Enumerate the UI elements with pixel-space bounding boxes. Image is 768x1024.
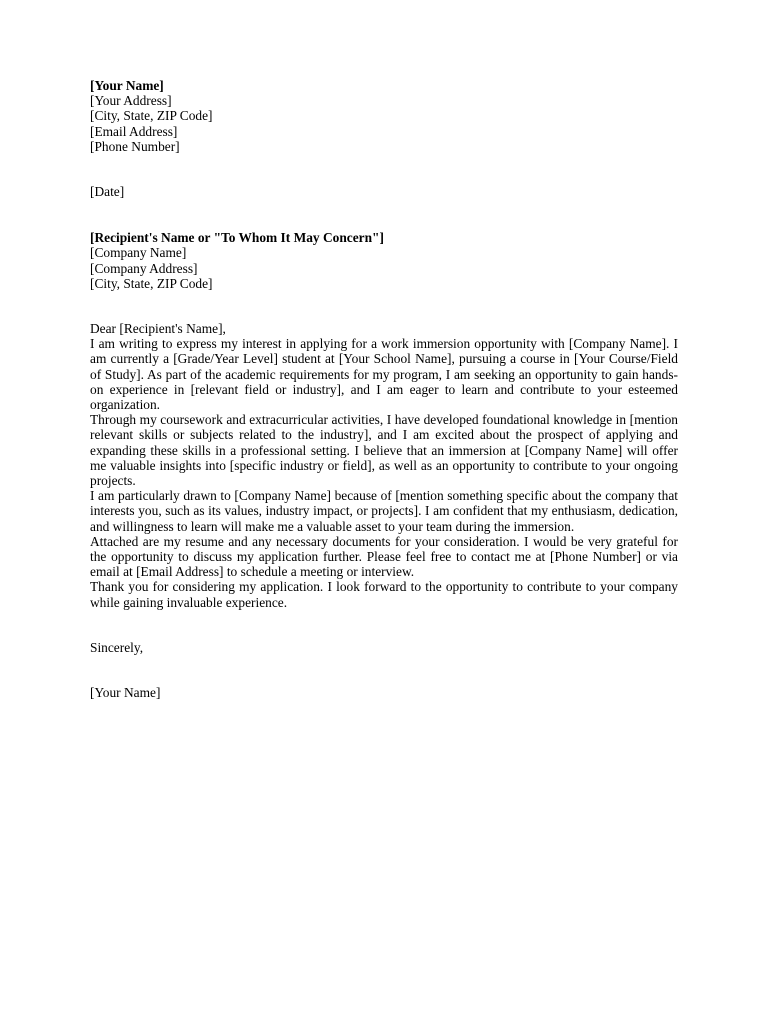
- salutation-block: [90, 321, 678, 336]
- sender-block: [90, 78, 678, 154]
- body-paragraph-intro: I am writing to express my interest in applying for a work immersion opportunity with [Company Name]. I am currently a [Grade/Year Level] student at [Your School Name], pursuing a course in [Your Course/Field of Study]. As part of the academic requirements for my program, I am seeking an opportunity to gain hands-on experience in [relevant field or industry], and I am eager to learn and contribute to your esteemed organization.: [90, 336, 678, 413]
- letter-page: [90, 78, 678, 700]
- signature-name: [Your Name]: [90, 685, 161, 701]
- body-paragraph-attachments: Attached are my resume and any necessary documents for your consideration. I would be very grateful for the opportunity to discuss my application further. Please feel free to contact me at [Phone Number] or via email at [Email Address] to schedule a meeting or interview.: [90, 533, 678, 580]
- recipient-company-address: [Company Address]: [90, 260, 198, 276]
- sender-address: [Your Address]: [90, 93, 172, 109]
- sender-phone: [Phone Number]: [90, 138, 180, 154]
- recipient-name: [Recipient's Name or "To Whom It May Concern"]: [90, 230, 384, 246]
- recipient-block: [90, 230, 678, 291]
- salutation: Dear [Recipient's Name],: [90, 321, 226, 337]
- sender-city-state-zip: [City, State, ZIP Code]: [90, 108, 213, 124]
- recipient-company: [Company Name]: [90, 245, 187, 261]
- recipient-city-state-zip: [City, State, ZIP Code]: [90, 275, 213, 291]
- body-paragraph-interest: I am particularly drawn to [Company Name] because of [mention something specific about the company that interests you, such as its values, industry impact, or projects]. I am confident that my enthusiasm, dedication, and willingness to learn will make me a valuable asset to your team during the immersion.: [90, 488, 678, 534]
- date-block: [90, 184, 678, 199]
- body-paragraph-thanks: Thank you for considering my application. I look forward to the opportunity to contribute to your company while gaining invaluable experience.: [90, 579, 678, 610]
- signature-block: [90, 685, 678, 700]
- sender-name: [Your Name]: [90, 78, 164, 93]
- sender-email: [Email Address]: [90, 123, 178, 139]
- body-paragraph-skills: Through my coursework and extracurricular activities, I have developed foundational knowledge in [mention relevant skills or subjects related to the industry], and I am excited about the prospect of applying and expanding these skills in a professional setting. I believe that an immersion at [Company Name] will offer me valuable insights into [specific industry or field], as well as an opportunity to contribute to your ongoing projects.: [90, 412, 678, 489]
- letter-date: [Date]: [90, 184, 125, 200]
- closing: Sincerely,: [90, 639, 144, 655]
- closing-block: [90, 640, 678, 655]
